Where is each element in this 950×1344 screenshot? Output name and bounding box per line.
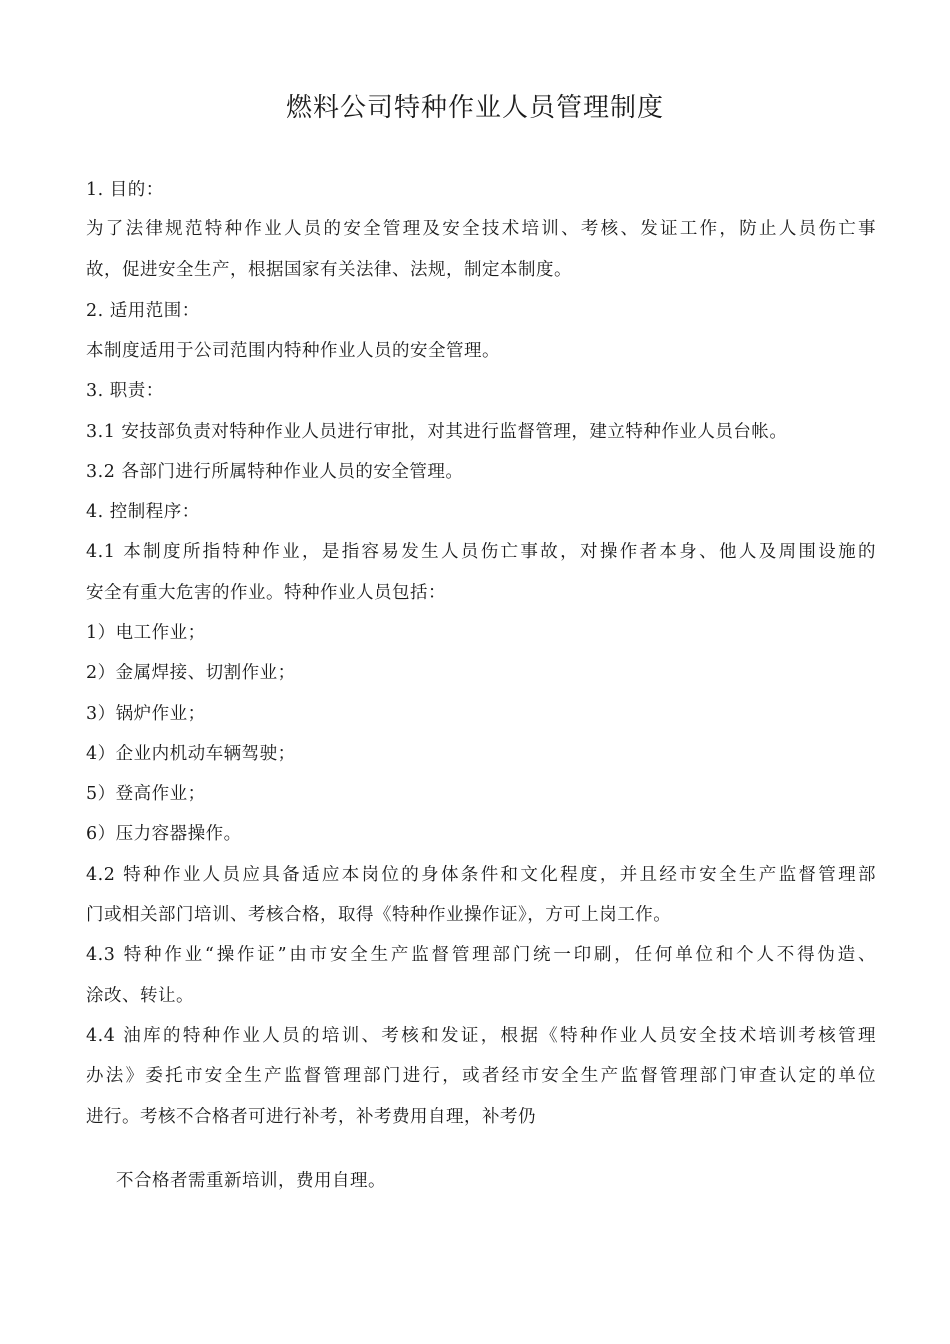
text-line: 3.1 安技部负责对特种作业人员进行审批，对其进行监督管理，建立特种作业人员台帐。 [86, 422, 788, 442]
text-line: 安全有重大危害的作业。特种作业人员包括： [86, 583, 446, 603]
text-line: 4. 控制程序： [86, 502, 200, 522]
list-item: 2）金属焊接、切割作业； [86, 663, 296, 683]
document-title: 燃料公司特种作业人员管理制度 [285, 93, 664, 123]
text-line: 4.2 特种作业人员应具备适应本岗位的身体条件和文化程度，并且经市安全生产监督管理部 [86, 865, 877, 885]
text-line: 不合格者需重新培训，费用自理。 [116, 1171, 386, 1191]
text-line: 3. 职责： [86, 381, 164, 401]
list-item: 5）登高作业； [86, 784, 206, 804]
text-line: 4.1 本制度所指特种作业，是指容易发生人员伤亡事故，对操作者本身、他人及周围设施的 [86, 542, 877, 562]
list-item: 1）电工作业； [86, 623, 206, 643]
list-item: 3）锅炉作业； [86, 704, 206, 724]
text-line: 1. 目的： [86, 180, 164, 200]
text-line: 涂改、转让。 [86, 986, 194, 1006]
text-line: 进行。考核不合格者可进行补考，补考费用自理，补考仍 [86, 1107, 536, 1127]
text-line: 为了法律规范特种作业人员的安全管理及安全技术培训、考核、发证工作，防止人员伤亡事 [86, 219, 876, 239]
text-line: 故，促进安全生产，根据国家有关法律、法规，制定本制度。 [86, 260, 572, 280]
text-line: 4.3 特种作业“操作证”由市安全生产监督管理部门统一印刷，任何单位和个人不得伪造、 [86, 945, 876, 965]
text-line: 3.2 各部门进行所属特种作业人员的安全管理。 [86, 462, 464, 482]
text-line: 4.4 油库的特种作业人员的培训、考核和发证，根据《特种作业人员安全技术培训考核管理 [86, 1026, 877, 1046]
list-item: 4）企业内机动车辆驾驶； [86, 744, 296, 764]
text-line: 办法》委托市安全生产监督管理部门进行，或者经市安全生产监督管理部门审查认定的单位 [86, 1066, 876, 1086]
text-line: 门或相关部门培训、考核合格，取得《特种作业操作证》，方可上岗工作。 [86, 905, 672, 925]
list-item: 6）压力容器操作。 [86, 824, 242, 844]
text-line: 2. 适用范围： [86, 301, 200, 321]
text-line: 本制度适用于公司范围内特种作业人员的安全管理。 [86, 341, 500, 361]
